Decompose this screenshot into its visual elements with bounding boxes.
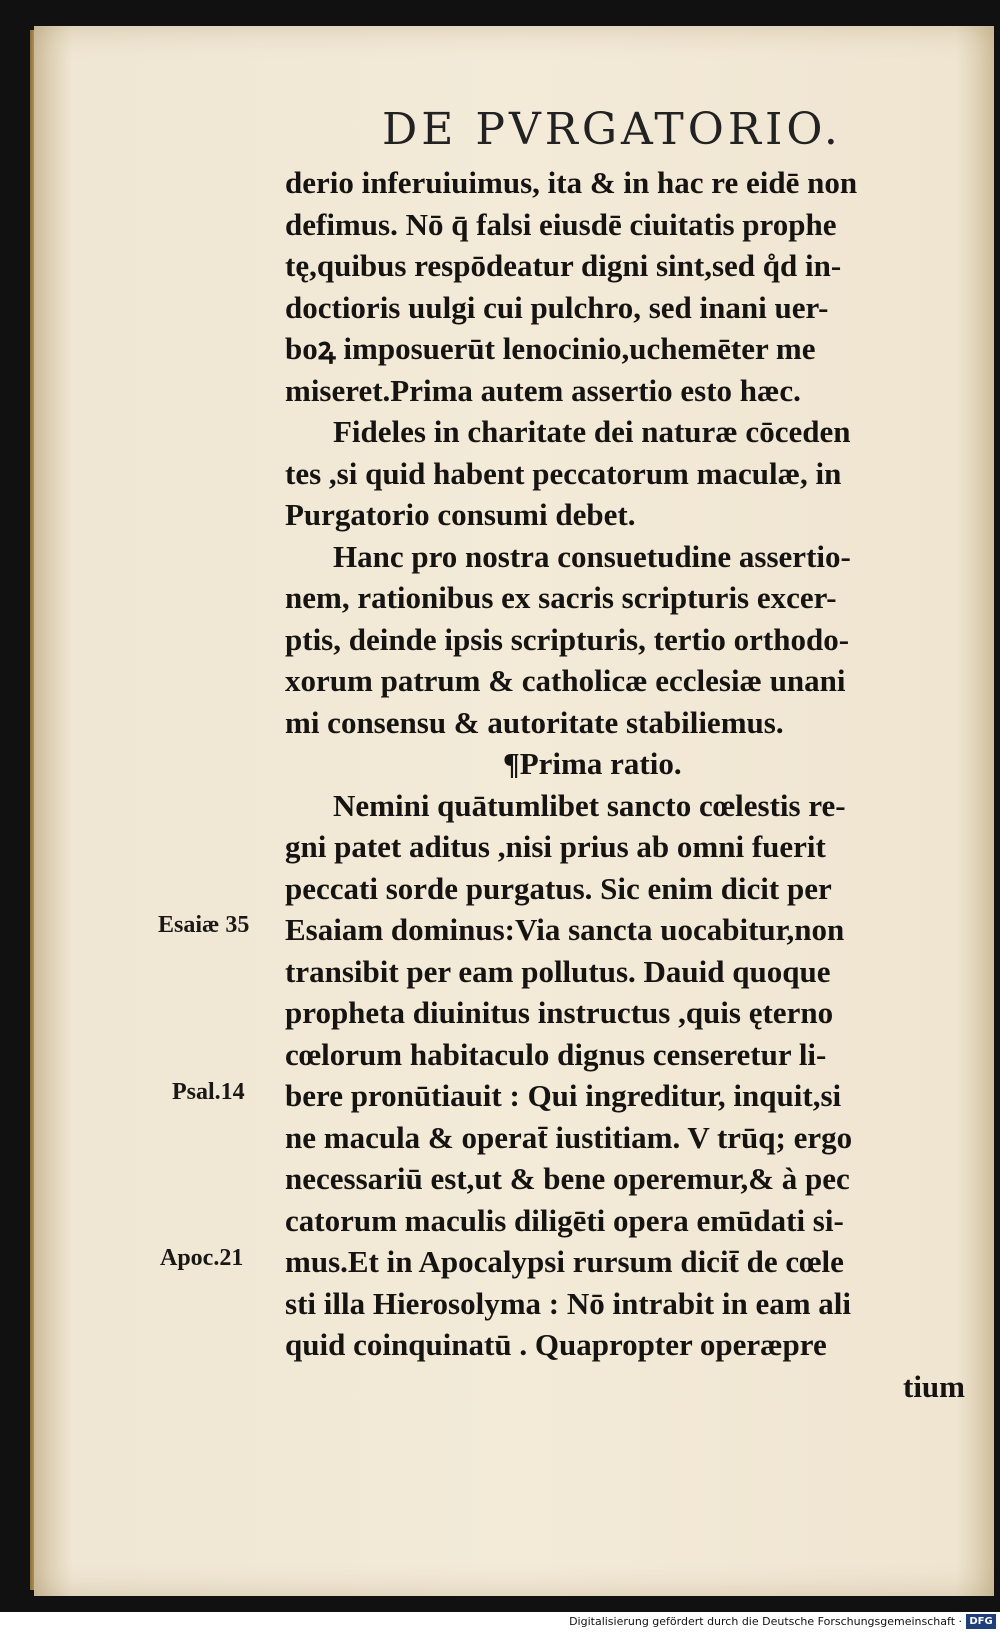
margin-note-psalm: Psal.14 <box>172 1079 245 1105</box>
text-line: doctioris uulgi cui pulchro, sed inani uer- <box>285 289 829 325</box>
footer-bar <box>0 1612 1000 1633</box>
text-line: Esaiam dominus:Via sancta uocabitur,non <box>285 912 845 947</box>
text-line: nem, rationibus ex sacris scripturis excer- <box>285 580 837 615</box>
section-heading: ¶Prima ratio. <box>503 746 682 781</box>
text-line: gni patet aditus ,nisi prius ab omni fuerit <box>285 829 826 864</box>
text-line: ne macula & operat̄ iustitiam. V trūq; ergo <box>285 1119 853 1155</box>
text-line: transibit per eam pollutus. Dauid quoque <box>285 953 831 989</box>
text-line: xorum patrum & catholicæ ecclesiæ unani <box>285 663 846 698</box>
text-line: catorum maculis diligēti opera emūdati si- <box>285 1202 844 1238</box>
text-line: Hanc pro nostra consuetudine assertio- <box>333 538 851 574</box>
text-line: bere pronūtiauit : Qui ingreditur, inquit,si <box>285 1078 842 1113</box>
text-line: sti illa Hierosolyma : Nō intrabit in eam ali <box>285 1285 852 1321</box>
text-line: derio inferuiuimus, ita & in hac re eidē non <box>285 165 858 200</box>
text-line: mus.Et in Apocalypsi rursum dicit̄ de cœle <box>285 1244 844 1279</box>
catchword: tium <box>903 1368 965 1404</box>
text-line: boꝝ imposuerūt lenocinio,uchemēter me <box>285 331 816 366</box>
funding-credit: Digitalisierung gefördert durch die Deutsche Forschungsgemeinschaft · <box>569 1615 962 1628</box>
dfg-logo: DFG <box>966 1614 996 1629</box>
text-line: tę,quibus respōdeatur digni sint,sed q̊d in- <box>285 248 842 283</box>
text-line: mi consensu & autoritate stabiliemus. <box>285 704 784 740</box>
text-line: peccati sorde purgatus. Sic enim dicit per <box>285 870 832 906</box>
text-line: cœlorum habitaculo dignus censeretur li- <box>285 1036 827 1072</box>
text-line: Nemini quātumlibet sancto cœlestis re- <box>333 787 846 823</box>
text-line: ptis, deinde ipsis scripturis, tertio orthodo- <box>285 621 850 657</box>
text-line: tes ,si quid habent peccatorum maculæ, in <box>285 455 842 491</box>
text-line: Purgatorio consumi debet. <box>285 497 636 532</box>
text-line: Fideles in charitate dei naturæ cōceden <box>333 414 851 449</box>
text-line: quid coinquinatū . Quapropter operæpre <box>285 1327 827 1362</box>
text-line: miseret.Prima autem assertio esto hæc. <box>285 372 801 408</box>
margin-note-apocalypse: Apoc.21 <box>160 1245 244 1271</box>
text-line: defimus. Nō q̄ falsi eiusdē ciuitatis prophe <box>285 206 837 242</box>
text-block <box>285 162 965 1407</box>
text-line: necessariū est,ut & bene operemur,& à pec <box>285 1161 850 1196</box>
text-line: propheta diuinitus instructus ,quis ęterno <box>285 995 834 1030</box>
margin-note-esaias: Esaiæ 35 <box>158 912 250 938</box>
running-head: DE PVRGATORIO. <box>382 104 842 155</box>
